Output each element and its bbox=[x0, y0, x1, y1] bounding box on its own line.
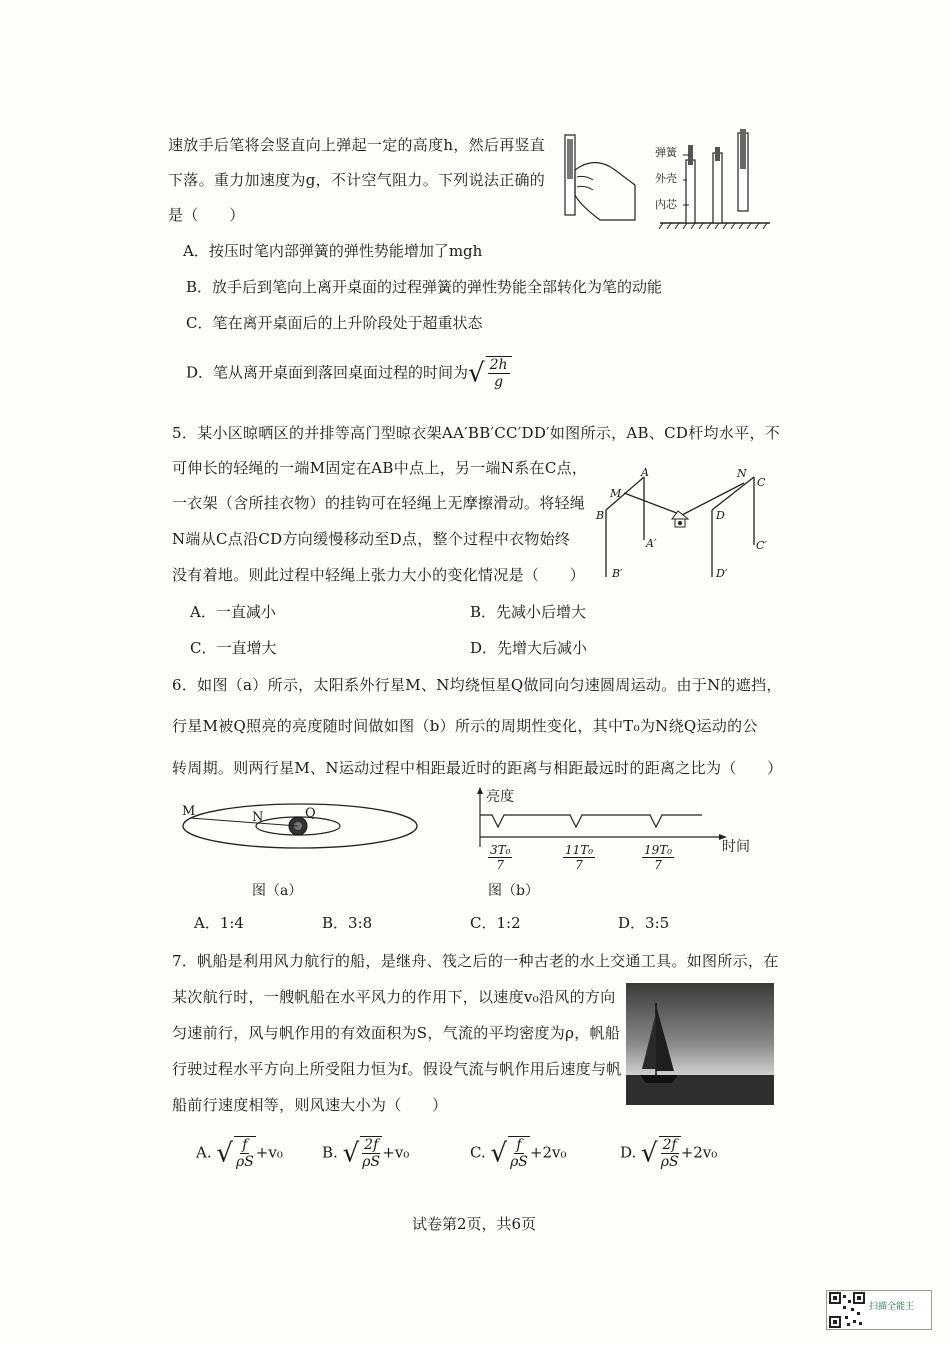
q7-c-den: ρS bbox=[510, 1154, 528, 1170]
tick-3-den: 7 bbox=[654, 858, 662, 872]
q4-option-d: D．笔从离开桌面到落回桌面过程的时间为√ $\frac{2h}{g}$ bbox=[186, 356, 512, 390]
q6-option-a: A．1:4 bbox=[194, 914, 244, 932]
figure-a-caption: 图（a） bbox=[252, 883, 303, 899]
q7-option-b: B. √ $\frac{2f}{\rho S}$ +v₀ bbox=[322, 1137, 410, 1170]
graph-ylabel: 亮度 bbox=[486, 789, 514, 805]
q5-option-d: D．先增大后减小 bbox=[470, 639, 588, 657]
graph-xlabel: 时间 bbox=[722, 839, 750, 855]
q5-line-5: 没有着地。则此过程中轻绳上张力大小的变化情况是（ ） bbox=[172, 566, 586, 584]
orbit-label-n: N bbox=[252, 810, 264, 825]
q7-line-3: 匀速前行，风与帆作用的有效面积为S，气流的平均密度为ρ，帆船 bbox=[172, 1024, 621, 1042]
q4-option-d-text: D．笔从离开桌面到落回桌面过程的时间为 bbox=[186, 363, 469, 382]
rack-label-b-prime: B′ bbox=[612, 567, 623, 580]
q6-line-3: 转周期。则两行星M、N运动过程中相距最近时的距离与相距最远时的距离之比为（ ） bbox=[172, 759, 783, 777]
q7-line-4: 行驶过程水平方向上所受阻力恒为f。假设气流与帆作用后速度与帆 bbox=[172, 1060, 622, 1078]
orbit-figure-a bbox=[180, 798, 425, 858]
q4-d-numerator: 2h bbox=[489, 357, 508, 373]
q6-option-d: D．3:5 bbox=[618, 914, 670, 932]
q7-option-a: A. √ $\frac{f}{\rho S}$ +v₀ bbox=[196, 1137, 283, 1170]
orbit-label-q: Q bbox=[305, 806, 316, 821]
q4-d-denominator: g bbox=[494, 374, 504, 390]
orbit-label-m: M bbox=[182, 804, 196, 819]
tick-19t0 bbox=[642, 843, 674, 872]
tick-2-den: 7 bbox=[575, 858, 583, 872]
q7-b-tail: +v₀ bbox=[382, 1143, 410, 1162]
rack-label-b: B bbox=[596, 509, 605, 522]
q7-c-label: C. bbox=[470, 1143, 486, 1162]
q4-option-c: C．笔在离开桌面后的上升阶段处于超重状态 bbox=[186, 314, 483, 332]
q7-a-num: f bbox=[242, 1137, 248, 1153]
q5-line-4: N端从C点沿CD方向缓慢移动至D点，整个过程中衣物始终 bbox=[172, 530, 571, 548]
qr-code-icon bbox=[829, 1292, 865, 1328]
figure-b-caption: 图（b） bbox=[488, 883, 539, 899]
rack-label-d-prime: D′ bbox=[716, 567, 728, 580]
q7-b-label: B. bbox=[322, 1143, 338, 1162]
label-spring: 弹簧 bbox=[655, 146, 677, 159]
q5-option-a: A．一直减小 bbox=[190, 603, 276, 621]
q4-line-2: 下落。重力加速度为g，不计空气阻力。下列说法正确的 bbox=[168, 171, 546, 189]
sailboat-photo bbox=[626, 983, 774, 1105]
scanner-watermark bbox=[826, 1290, 932, 1330]
label-core: 内芯 bbox=[655, 198, 677, 211]
rack-label-c: C bbox=[757, 476, 766, 489]
q6-option-c: C．1:2 bbox=[470, 914, 521, 932]
q7-a-tail: +v₀ bbox=[255, 1143, 283, 1162]
q7-c-tail: +2v₀ bbox=[529, 1143, 567, 1162]
q7-line-1: 7．帆船是利用风力航行的船，是继舟、筏之后的一种古老的水上交通工具。如图所示，在 bbox=[172, 952, 779, 970]
rack-label-a-prime: A′ bbox=[646, 537, 657, 550]
rack-label-d: D bbox=[716, 509, 725, 522]
rack-label-n: N bbox=[737, 467, 747, 480]
watermark-text: 扫描全能王 bbox=[869, 1302, 915, 1312]
tick-1-den: 7 bbox=[496, 858, 505, 872]
q6-option-b: B．3:8 bbox=[322, 914, 373, 932]
q7-d-den: ρS bbox=[660, 1154, 679, 1170]
q4-line-3: 是（ ） bbox=[168, 206, 245, 224]
tick-3-num: 19T₀ bbox=[644, 843, 673, 857]
tick-1-num: 3T₀ bbox=[490, 843, 511, 857]
tick-11t0 bbox=[563, 843, 595, 872]
q7-line-5: 船前行速度相等，则风速大小为（ ） bbox=[172, 1096, 448, 1114]
q6-line-2: 行星M被Q照亮的亮度随时间做如图（b）所示的周期性变化，其中T₀为N绕Q运动的公 bbox=[172, 717, 758, 735]
q7-c-num: f bbox=[516, 1137, 522, 1153]
q5-line-1: 5．某小区晾晒区的并排等高门型晾衣架AA′BB′CC′DD′如图所示，AB、CD杆均水平，不 bbox=[172, 424, 781, 442]
page-footer: 试卷第2页，共6页 bbox=[412, 1215, 537, 1233]
q6-line-1: 6．如图（a）所示，太阳系外行星M、N均绕恒星Q做同向匀速圆周运动。由于N的遮挡， bbox=[172, 676, 782, 694]
q5-line-3: 一衣架（含所挂衣物）的挂钩可在轻绳上无摩擦滑动。将轻绳 bbox=[172, 494, 586, 512]
label-shell: 外壳 bbox=[655, 172, 677, 185]
rack-label-c-prime: C′ bbox=[756, 539, 767, 552]
tick-3t0 bbox=[488, 843, 512, 872]
q7-b-num: 2f bbox=[364, 1137, 379, 1153]
q7-d-label: D. bbox=[620, 1143, 637, 1162]
q7-option-d: D. √ $\frac{2f}{\rho S}$ +2v₀ bbox=[620, 1137, 718, 1170]
q7-a-den: ρS bbox=[235, 1154, 254, 1170]
q4-option-b: B．放手后到笔向上离开桌面的过程弹簧的弹性势能全部转化为笔的动能 bbox=[186, 278, 663, 296]
tick-2-num: 11T₀ bbox=[565, 843, 594, 857]
q7-option-c: C. √ $\frac{f}{\rho S}$ +2v₀ bbox=[470, 1137, 567, 1170]
q7-d-tail: +2v₀ bbox=[680, 1143, 718, 1162]
q5-line-2: 可伸长的轻绳的一端M固定在AB中点上，另一端N系在C点， bbox=[172, 459, 588, 477]
q7-line-2: 某次航行时，一艘帆船在水平风力的作用下，以速度v₀沿风的方向 bbox=[172, 988, 616, 1006]
q5-option-b: B．先减小后增大 bbox=[470, 603, 587, 621]
q7-b-den: ρS bbox=[362, 1154, 381, 1170]
rack-label-a: A bbox=[641, 466, 649, 479]
q7-a-label: A. bbox=[196, 1143, 212, 1162]
q7-d-num: 2f bbox=[662, 1137, 677, 1153]
q5-option-c: C．一直增大 bbox=[190, 639, 277, 657]
q4-option-a: A．按压时笔内部弹簧的弹性势能增加了mgh bbox=[183, 242, 483, 260]
rack-label-m: M bbox=[610, 487, 622, 500]
q4-line-1: 速放手后笔将会竖直向上弹起一定的高度h，然后再竖直 bbox=[168, 136, 546, 154]
